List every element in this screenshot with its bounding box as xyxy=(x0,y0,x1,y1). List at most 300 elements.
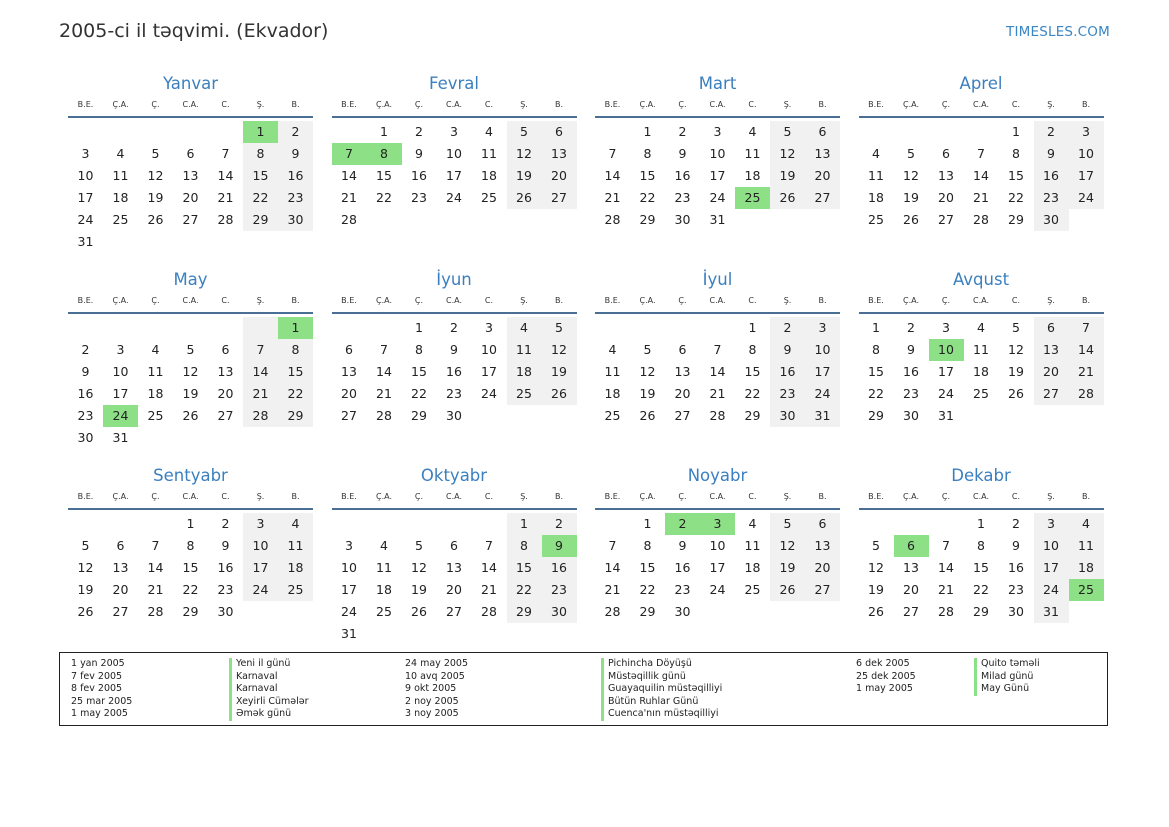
day-cell: 23 xyxy=(1008,582,1024,597)
day-cell: 5 xyxy=(643,342,652,357)
month-calendar xyxy=(332,462,577,658)
weekday-header xyxy=(332,98,577,118)
day-cell: 4 xyxy=(151,342,160,357)
empty-cell xyxy=(278,231,313,253)
day-cell: 15 xyxy=(1008,168,1024,183)
day-cell: 5 xyxy=(770,513,805,535)
days-grid xyxy=(68,513,313,623)
empty-cell xyxy=(770,209,805,231)
day-cell: 27 xyxy=(1034,383,1069,405)
empty-cell xyxy=(208,231,243,253)
day-cell: 25 xyxy=(507,383,542,405)
day-cell: 13 xyxy=(182,168,199,183)
day-cell: 26 xyxy=(770,579,805,601)
holiday-date: 25 mar 2005 xyxy=(71,695,133,707)
weekday-label: B. xyxy=(1081,100,1091,109)
weekday-label: B. xyxy=(818,100,827,109)
empty-cell xyxy=(367,513,402,535)
day-cell: 1 xyxy=(243,121,278,143)
day-cell: 2 xyxy=(678,124,687,139)
day-cell: 13 xyxy=(542,143,577,165)
day-cell: 27 xyxy=(938,212,954,227)
weekday-label: Ç. xyxy=(151,100,160,109)
months-grid xyxy=(68,70,1102,658)
weekday-label: B.E. xyxy=(868,296,884,305)
empty-cell xyxy=(894,121,929,143)
day-cell: 29 xyxy=(243,209,278,231)
weekday-label: Ç. xyxy=(678,492,687,501)
day-cell: 4 xyxy=(977,320,985,335)
day-cell: 18 xyxy=(147,386,164,401)
day-cell: 13 xyxy=(903,560,919,575)
weekday-label: C.A. xyxy=(182,492,199,501)
weekday-label: C. xyxy=(221,100,230,109)
day-cell: 13 xyxy=(805,143,840,165)
day-cell: 6 xyxy=(805,121,840,143)
day-cell: 5 xyxy=(542,317,577,339)
empty-cell xyxy=(332,317,367,339)
empty-cell xyxy=(595,513,630,535)
day-cell: 26 xyxy=(868,604,884,619)
weekday-label: Ç. xyxy=(414,100,424,109)
empty-cell xyxy=(507,623,542,645)
empty-cell xyxy=(243,601,278,623)
day-cell: 31 xyxy=(77,234,94,249)
day-cell: 28 xyxy=(243,405,278,427)
day-cell: 1 xyxy=(1012,124,1020,139)
day-cell: 1 xyxy=(643,124,652,139)
day-cell: 24 xyxy=(446,190,462,205)
day-cell: 9 xyxy=(81,364,90,379)
day-cell: 22 xyxy=(507,579,542,601)
day-cell: 11 xyxy=(507,339,542,361)
day-cell: 9 xyxy=(278,143,313,165)
day-cell: 4 xyxy=(872,146,880,161)
day-cell: 19 xyxy=(639,386,656,401)
weekday-label: Ç.A. xyxy=(902,296,919,305)
empty-cell xyxy=(1069,209,1104,231)
day-cell: 21 xyxy=(1069,361,1104,383)
day-cell: 22 xyxy=(639,582,656,597)
weekday-label: C. xyxy=(221,296,230,305)
day-cell: 12 xyxy=(182,364,199,379)
empty-cell xyxy=(805,601,840,623)
day-cell: 29 xyxy=(744,408,761,423)
day-cell: 10 xyxy=(929,339,964,361)
day-cell: 30 xyxy=(217,604,234,619)
day-cell: 24 xyxy=(709,190,726,205)
day-cell: 28 xyxy=(938,604,954,619)
weekday-label: Ç.A. xyxy=(375,492,392,501)
day-cell: 8 xyxy=(367,143,402,165)
day-cell: 16 xyxy=(278,165,313,187)
day-cell: 30 xyxy=(674,604,691,619)
month-name: İyul xyxy=(702,270,733,289)
day-cell: 21 xyxy=(481,582,497,597)
day-cell: 12 xyxy=(77,560,94,575)
day-cell: 5 xyxy=(81,538,90,553)
day-cell: 7 xyxy=(151,538,160,553)
day-cell: 15 xyxy=(411,364,427,379)
weekday-label: C.A. xyxy=(709,100,726,109)
holiday-name: Milad günü xyxy=(974,671,1040,684)
day-cell: 22 xyxy=(243,187,278,209)
day-cell: 20 xyxy=(674,386,691,401)
day-cell: 17 xyxy=(77,190,94,205)
weekday-label: Ç.A. xyxy=(112,100,129,109)
day-cell: 12 xyxy=(507,143,542,165)
holiday-name: Pichincha Döyüşü xyxy=(601,658,722,671)
day-cell: 23 xyxy=(446,386,462,401)
weekday-label: Ç. xyxy=(414,296,424,305)
day-cell: 17 xyxy=(938,364,954,379)
empty-cell xyxy=(999,405,1034,427)
day-cell: 31 xyxy=(1034,601,1069,623)
day-cell: 20 xyxy=(182,190,199,205)
day-cell: 27 xyxy=(446,604,462,619)
day-cell: 16 xyxy=(77,386,94,401)
day-cell: 23 xyxy=(217,582,234,597)
day-cell: 31 xyxy=(112,430,129,445)
weekday-label: B. xyxy=(1081,492,1091,501)
day-cell: 5 xyxy=(415,538,423,553)
day-cell: 30 xyxy=(278,209,313,231)
day-cell: 20 xyxy=(217,386,234,401)
day-cell: 20 xyxy=(805,165,840,187)
weekday-label: Ş. xyxy=(520,100,528,109)
day-cell: 20 xyxy=(903,582,919,597)
day-cell: 28 xyxy=(481,604,497,619)
day-cell: 25 xyxy=(376,604,392,619)
day-cell: 13 xyxy=(217,364,234,379)
day-cell: 27 xyxy=(542,187,577,209)
day-cell: 29 xyxy=(411,408,427,423)
weekday-label: Ç. xyxy=(941,100,951,109)
day-cell: 8 xyxy=(415,342,423,357)
day-cell: 19 xyxy=(77,582,94,597)
day-cell: 1 xyxy=(977,516,985,531)
day-cell: 29 xyxy=(1008,212,1024,227)
day-cell: 17 xyxy=(805,361,840,383)
holiday-name: Xeyirli Cümələr xyxy=(229,696,309,709)
day-cell: 7 xyxy=(608,538,617,553)
day-cell: 10 xyxy=(709,146,726,161)
day-cell: 23 xyxy=(278,187,313,209)
day-cell: 4 xyxy=(380,538,388,553)
day-cell: 21 xyxy=(147,582,164,597)
weekday-label: C. xyxy=(1011,296,1021,305)
empty-cell xyxy=(507,209,542,231)
day-cell: 29 xyxy=(182,604,199,619)
day-cell: 20 xyxy=(938,190,954,205)
weekday-label: Ç.A. xyxy=(902,492,919,501)
day-cell: 14 xyxy=(376,364,392,379)
day-cell: 24 xyxy=(103,405,138,427)
day-cell: 12 xyxy=(770,535,805,557)
day-cell: 18 xyxy=(112,190,129,205)
day-cell: 23 xyxy=(674,190,691,205)
day-cell: 12 xyxy=(542,339,577,361)
empty-cell xyxy=(700,317,735,339)
empty-cell xyxy=(437,209,472,231)
day-cell: 10 xyxy=(481,342,497,357)
empty-cell xyxy=(1069,601,1104,623)
weekday-label: B. xyxy=(554,492,564,501)
weekday-label: B. xyxy=(554,100,564,109)
empty-cell xyxy=(367,317,402,339)
day-cell: 14 xyxy=(481,560,497,575)
day-cell: 28 xyxy=(604,604,621,619)
day-cell: 31 xyxy=(938,408,954,423)
weekday-label: B.E. xyxy=(868,100,884,109)
empty-cell xyxy=(630,317,665,339)
day-cell: 26 xyxy=(903,212,919,227)
weekday-label: C. xyxy=(221,492,230,501)
day-cell: 17 xyxy=(481,364,497,379)
empty-cell xyxy=(437,513,472,535)
day-cell: 26 xyxy=(77,604,94,619)
day-cell: 28 xyxy=(604,212,621,227)
day-cell: 19 xyxy=(868,582,884,597)
days-grid xyxy=(332,513,577,645)
empty-cell xyxy=(103,231,138,253)
day-cell: 12 xyxy=(147,168,164,183)
day-cell: 5 xyxy=(151,146,160,161)
day-cell: 6 xyxy=(1034,317,1069,339)
weekday-label: Ç. xyxy=(151,296,160,305)
weekday-label: Ç. xyxy=(414,492,424,501)
day-cell: 16 xyxy=(674,168,691,183)
day-cell: 14 xyxy=(243,361,278,383)
day-cell: 11 xyxy=(278,535,313,557)
empty-cell xyxy=(243,317,278,339)
day-cell: 1 xyxy=(748,320,757,335)
empty-cell xyxy=(173,121,208,143)
day-cell: 14 xyxy=(709,364,726,379)
weekday-label: B. xyxy=(291,100,300,109)
weekday-label: C. xyxy=(748,100,757,109)
month-name: İyun xyxy=(436,270,472,289)
day-cell: 6 xyxy=(894,535,929,557)
day-cell: 13 xyxy=(446,560,462,575)
day-cell: 17 xyxy=(341,582,357,597)
weekday-label: B. xyxy=(554,296,564,305)
day-cell: 10 xyxy=(112,364,129,379)
month-calendar xyxy=(595,70,840,266)
day-cell: 20 xyxy=(341,386,357,401)
day-cell: 31 xyxy=(341,626,357,641)
empty-cell xyxy=(894,513,929,535)
day-cell: 2 xyxy=(278,121,313,143)
weekday-label: C.A. xyxy=(182,100,199,109)
weekday-label: C. xyxy=(1011,100,1021,109)
day-cell: 31 xyxy=(709,212,726,227)
day-cell: 30 xyxy=(446,408,462,423)
month-name: Avqust xyxy=(952,270,1010,289)
days-grid xyxy=(595,317,840,427)
day-cell: 6 xyxy=(678,342,687,357)
day-cell: 24 xyxy=(481,386,497,401)
day-cell: 16 xyxy=(411,168,427,183)
day-cell: 25 xyxy=(112,212,129,227)
day-cell: 27 xyxy=(674,408,691,423)
weekday-label: B.E. xyxy=(77,492,94,501)
day-cell: 22 xyxy=(182,582,199,597)
day-cell: 18 xyxy=(868,190,884,205)
weekday-label: Ç.A. xyxy=(375,100,392,109)
day-cell: 6 xyxy=(116,538,125,553)
weekday-label: Ş. xyxy=(783,492,792,501)
weekday-header xyxy=(68,98,313,118)
day-cell: 9 xyxy=(450,342,458,357)
holiday-name: Əmək günü xyxy=(229,708,309,721)
day-cell: 24 xyxy=(77,212,94,227)
day-cell: 3 xyxy=(942,320,950,335)
day-cell: 19 xyxy=(182,386,199,401)
weekday-label: B.E. xyxy=(77,296,94,305)
day-cell: 30 xyxy=(770,405,805,427)
empty-cell xyxy=(402,513,437,535)
day-cell: 11 xyxy=(604,364,621,379)
empty-cell xyxy=(208,317,243,339)
day-cell: 25 xyxy=(278,579,313,601)
day-cell: 21 xyxy=(604,582,621,597)
empty-cell xyxy=(173,427,208,449)
days-grid xyxy=(595,121,840,231)
day-cell: 28 xyxy=(1069,383,1104,405)
day-cell: 3 xyxy=(805,317,840,339)
empty-cell xyxy=(665,317,700,339)
day-cell: 3 xyxy=(116,342,125,357)
day-cell: 7 xyxy=(608,146,617,161)
days-grid xyxy=(332,317,577,427)
weekday-label: Ç.A. xyxy=(112,492,129,501)
day-cell: 6 xyxy=(186,146,195,161)
day-cell: 1 xyxy=(186,516,195,531)
day-cell: 11 xyxy=(112,168,129,183)
day-cell: 26 xyxy=(542,383,577,405)
empty-cell xyxy=(367,209,402,231)
day-cell: 4 xyxy=(748,124,757,139)
holiday-date: 2 noy 2005 xyxy=(405,695,459,707)
month-name: Noyabr xyxy=(687,466,748,485)
weekday-header xyxy=(859,490,1104,510)
day-cell: 2 xyxy=(1012,516,1020,531)
weekday-header xyxy=(859,294,1104,314)
day-cell: 27 xyxy=(805,187,840,209)
day-cell: 11 xyxy=(973,342,989,357)
day-cell: 19 xyxy=(542,361,577,383)
weekday-label: B. xyxy=(818,296,827,305)
day-cell: 27 xyxy=(112,604,129,619)
day-cell: 11 xyxy=(147,364,164,379)
day-cell: 19 xyxy=(770,165,805,187)
weekday-label: Ç. xyxy=(941,296,951,305)
weekday-label: C.A. xyxy=(972,296,989,305)
weekday-label: C.A. xyxy=(445,492,462,501)
day-cell: 18 xyxy=(481,168,497,183)
day-cell: 18 xyxy=(507,361,542,383)
month-calendar xyxy=(332,266,577,462)
day-cell: 30 xyxy=(903,408,919,423)
holiday-date: 1 may 2005 xyxy=(856,683,913,695)
day-cell: 20 xyxy=(542,165,577,187)
day-cell: 19 xyxy=(903,190,919,205)
day-cell: 29 xyxy=(868,408,884,423)
empty-cell xyxy=(542,623,577,645)
weekday-label: C.A. xyxy=(709,492,726,501)
day-cell: 1 xyxy=(278,317,313,339)
day-cell: 30 xyxy=(1034,209,1069,231)
day-cell: 4 xyxy=(748,516,757,531)
weekday-label: B.E. xyxy=(77,100,94,109)
weekday-label: B.E. xyxy=(341,296,357,305)
day-cell: 2 xyxy=(221,516,230,531)
holiday-name: Quito təməli xyxy=(974,658,1040,671)
month-calendar xyxy=(859,462,1104,658)
day-cell: 8 xyxy=(748,342,757,357)
day-cell: 26 xyxy=(182,408,199,423)
weekday-header xyxy=(595,294,840,314)
day-cell: 11 xyxy=(744,538,761,553)
day-cell: 15 xyxy=(639,168,656,183)
holiday-name: Yeni il günü xyxy=(229,658,309,671)
day-cell: 18 xyxy=(376,582,392,597)
day-cell: 25 xyxy=(481,190,497,205)
empty-cell xyxy=(1069,405,1104,427)
day-cell: 4 xyxy=(1069,513,1104,535)
day-cell: 25 xyxy=(973,386,989,401)
weekday-label: Ş. xyxy=(1047,492,1055,501)
day-cell: 21 xyxy=(604,190,621,205)
day-cell: 23 xyxy=(770,383,805,405)
month-calendar xyxy=(859,70,1104,266)
day-cell: 20 xyxy=(1034,361,1069,383)
day-cell: 4 xyxy=(485,124,493,139)
day-cell: 5 xyxy=(507,121,542,143)
day-cell: 30 xyxy=(77,430,94,445)
day-cell: 11 xyxy=(744,146,761,161)
day-cell: 14 xyxy=(1069,339,1104,361)
day-cell: 3 xyxy=(700,513,735,535)
day-cell: 8 xyxy=(278,339,313,361)
day-cell: 10 xyxy=(805,339,840,361)
days-grid xyxy=(68,121,313,253)
day-cell: 3 xyxy=(450,124,458,139)
month-name: May xyxy=(173,270,208,289)
day-cell: 10 xyxy=(243,535,278,557)
day-cell: 20 xyxy=(805,557,840,579)
empty-cell xyxy=(103,317,138,339)
day-cell: 16 xyxy=(217,560,234,575)
day-cell: 16 xyxy=(1034,165,1069,187)
day-cell: 25 xyxy=(147,408,164,423)
day-cell: 24 xyxy=(805,383,840,405)
month-calendar xyxy=(859,266,1104,462)
weekday-label: B. xyxy=(291,492,300,501)
day-cell: 2 xyxy=(542,513,577,535)
day-cell: 17 xyxy=(446,168,462,183)
day-cell: 6 xyxy=(450,538,458,553)
day-cell: 24 xyxy=(341,604,357,619)
month-calendar xyxy=(595,266,840,462)
holiday-name: May Günü xyxy=(974,683,1040,696)
month-name: Sentyabr xyxy=(153,466,228,485)
holiday-date: 6 dek 2005 xyxy=(856,658,910,669)
day-cell: 22 xyxy=(744,386,761,401)
holiday-name: Müstəqillik günü xyxy=(601,671,722,684)
brand-link[interactable]: TIMESLES.COM xyxy=(1006,24,1110,40)
